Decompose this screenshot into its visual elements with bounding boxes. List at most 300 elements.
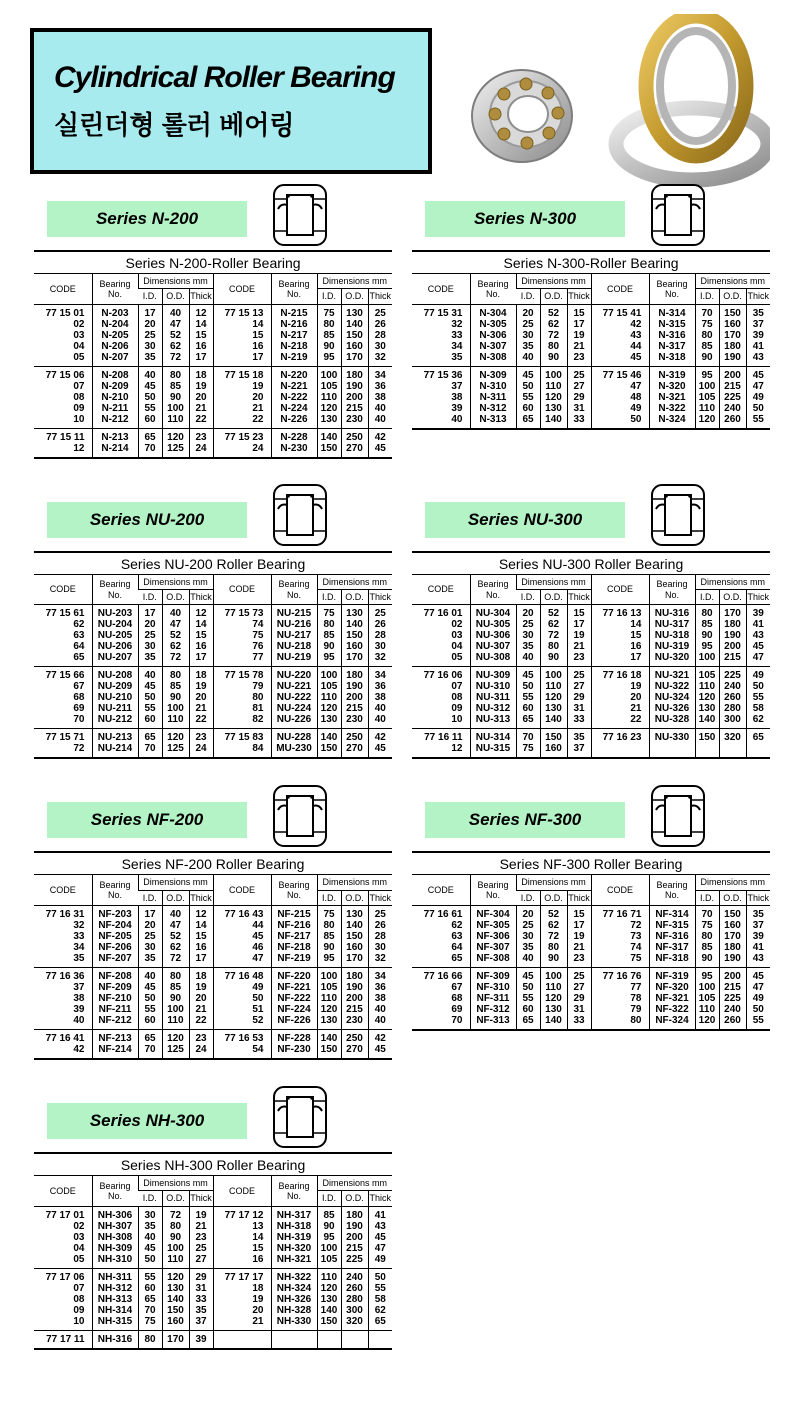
series-label: Series N-300 [425,201,625,237]
code-cell: 15 [213,1243,271,1254]
dimension-cell: 50 [138,692,162,703]
dimension-cell: 100 [317,1243,341,1254]
table-row [34,953,392,968]
bearing-no-cell: N-221 [271,381,317,392]
dimension-cell: 30 [138,1206,162,1221]
code-cell: 21 [591,703,649,714]
dimension-cell: 150 [695,729,719,744]
table-title: Series N-300-Roller Bearing [412,251,770,274]
bearing-no-cell: N-209 [92,381,138,392]
bearing-no-cell: N-319 [649,366,695,381]
code-cell: 77 16 31 [45,909,85,921]
bearing-no-cell: NU-226 [271,714,317,729]
dimension-cell: 45 [746,366,770,381]
bearing-no-cell: NH-314 [92,1305,138,1316]
header-thick: Thick [189,590,213,605]
code-cell: 20 [591,692,649,703]
code-cell: 47 [213,953,271,968]
dimension-cell: 110 [317,692,341,703]
dimension-cell: 170 [341,352,368,367]
header-code: CODE [213,574,271,605]
dimension-cell: 30 [138,641,162,652]
dimension-cell: 180 [719,942,746,953]
roller-bearings-photo [450,14,770,195]
bearing-no-cell: NH-309 [92,1243,138,1254]
bearing-no-cell: N-314 [649,304,695,319]
dimension-cell: 19 [567,931,591,942]
dimension-cell: 190 [719,352,746,367]
bearing-no-cell: NU-221 [271,681,317,692]
dimension-cell: 30 [368,341,392,352]
code-cell: 77 17 11 [34,1330,92,1349]
dimension-cell: 240 [341,1268,368,1283]
table-row [412,352,770,367]
dimension-cell: 90 [162,993,189,1004]
dimension-cell: 150 [719,906,746,921]
dimension-cell: 50 [138,1254,162,1269]
dimension-cell: 80 [695,330,719,341]
section-head [412,489,770,551]
code-cell: 62 [451,920,463,932]
dimension-cell: 30 [138,942,162,953]
bearing-no-cell: N-304 [470,304,516,319]
bearing-no-cell: NU-224 [271,703,317,714]
dimension-cell: 70 [138,443,162,458]
header-code: CODE [591,574,649,605]
bearing-no-cell: N-206 [92,341,138,352]
header-id: I.D. [317,590,341,605]
header-id: I.D. [695,590,719,605]
bearing-no-cell: NF-306 [470,931,516,942]
bearing-no-cell: N-207 [92,352,138,367]
code-cell: 64 [73,641,85,653]
code-cell: 39 [451,402,463,414]
table-row [34,605,392,620]
code-cell: 63 [73,630,85,642]
dimension-cell: 80 [317,920,341,931]
bearing-no-cell [271,1330,317,1349]
bearing-no-cell: NF-207 [92,953,138,968]
bearing-no-cell: NU-222 [271,692,317,703]
bearing-no-cell: NF-310 [470,982,516,993]
dimension-cell: 14 [189,319,213,330]
dimension-cell: 170 [341,652,368,667]
dimension-cell: 15 [189,931,213,942]
bearing-no-cell: NH-312 [92,1283,138,1294]
bearing-no-cell: NF-230 [271,1044,317,1059]
bearing-no-cell: NH-328 [271,1305,317,1316]
dimension-cell: 100 [695,982,719,993]
dimension-cell: 14 [189,619,213,630]
bearing-no-cell: N-318 [649,352,695,367]
header-thick: Thick [567,289,591,304]
dimension-cell: 62 [540,619,567,630]
code-cell: 77 16 66 [412,968,470,983]
dimension-cell: 50 [516,381,540,392]
bearing-no-cell: NF-319 [649,968,695,983]
dimension-cell: 41 [368,1206,392,1221]
dimension-cell: 160 [719,920,746,931]
dimension-cell: 140 [695,714,719,729]
dimension-cell: 62 [540,920,567,931]
dimension-cell: 300 [341,1305,368,1316]
dimension-cell: 180 [719,341,746,352]
dimension-cell: 190 [719,630,746,641]
dimension-cell: 105 [317,982,341,993]
table-title: Series NU-300 Roller Bearing [412,552,770,575]
dimension-cell: 23 [189,1030,213,1045]
code-cell: 05 [73,1253,85,1265]
table-row [412,381,770,392]
bearing-no-cell: NF-206 [92,942,138,953]
header-od: O.D. [341,890,368,905]
dimension-cell: 23 [189,729,213,744]
header-code: CODE [412,274,470,305]
code-cell: 47 [591,381,649,392]
dimension-cell: 17 [567,619,591,630]
code-cell: 16 [213,1254,271,1269]
header-thick: Thick [368,890,392,905]
code-cell: 07 [451,681,463,693]
bearing-no-cell: NU-209 [92,681,138,692]
bearing-no-cell: NU-324 [649,692,695,703]
code-cell: 74 [213,619,271,630]
bearing-no-cell: N-213 [92,428,138,443]
bearing-no-cell: N-218 [271,341,317,352]
dimension-cell: 55 [516,993,540,1004]
header-id: I.D. [138,289,162,304]
dimension-cell: 50 [138,392,162,403]
dimension-cell: 130 [317,414,341,429]
bearing-no-cell: N-222 [271,392,317,403]
dimension-cell: 120 [540,993,567,1004]
dimension-cell: 41 [746,942,770,953]
table-row [412,605,770,620]
table-row [34,330,392,341]
dimension-cell: 215 [719,652,746,667]
code-cell: 77 16 13 [591,605,649,620]
dimension-cell: 32 [368,953,392,968]
dimension-cell: 43 [368,1221,392,1232]
dimension-cell: 260 [719,414,746,429]
bearing-no-cell: NU-311 [470,692,516,703]
code-cell: 63 [451,931,463,943]
dimension-cell: 85 [317,630,341,641]
dimension-cell: 80 [540,942,567,953]
header-id: I.D. [516,289,540,304]
dimension-cell: 16 [189,641,213,652]
bearing-no-cell: NF-222 [271,993,317,1004]
dimension-cell: 55 [138,703,162,714]
bearing-no-cell: NU-220 [271,667,317,682]
bearing-cross-section-icon [271,784,329,853]
dimension-cell: 40 [162,605,189,620]
table-row [412,729,770,744]
bearing-no-cell: N-220 [271,366,317,381]
dimension-cell: 16 [189,341,213,352]
table-row [412,703,770,714]
dimension-cell: 125 [162,1044,189,1059]
dimension-cell: 110 [162,414,189,429]
code-cell: 14 [213,319,271,330]
dimension-cell: 72 [162,652,189,667]
dimension-cell: 70 [516,729,540,744]
dimension-cell: 27 [567,982,591,993]
bearing-no-cell: NH-316 [92,1330,138,1349]
dimension-cell: 55 [746,1015,770,1030]
bearing-no-cell: NU-315 [470,743,516,758]
dimension-cell: 95 [695,641,719,652]
dimension-cell: 26 [368,319,392,330]
bearing-no-cell: NF-221 [271,982,317,993]
dimension-cell: 15 [189,630,213,641]
bearing-no-cell: N-230 [271,443,317,458]
table-row [34,1044,392,1059]
code-cell: 37 [451,380,463,392]
dimension-cell: 150 [317,1316,341,1331]
dimension-cell: 260 [341,1283,368,1294]
code-cell: 77 15 73 [213,605,271,620]
dimension-cell: 140 [162,1294,189,1305]
bearing-no-cell: NU-319 [649,641,695,652]
bearing-no-cell: NF-315 [649,920,695,931]
code-cell: 09 [73,1304,85,1316]
dimension-cell: 23 [189,1232,213,1243]
dimension-cell: 19 [567,630,591,641]
table-row [34,692,392,703]
bearing-no-cell: NF-219 [271,953,317,968]
bearing-no-cell: NH-330 [271,1316,317,1331]
dimension-cell: 22 [189,414,213,429]
bearing-no-cell [649,743,695,758]
bearing-no-cell: NF-211 [92,1004,138,1015]
table-row [412,641,770,652]
header-id: I.D. [317,289,341,304]
table-row [34,743,392,758]
dimension-cell: 14 [189,920,213,931]
bearing-no-cell: NF-316 [649,931,695,942]
header-od: O.D. [540,289,567,304]
header-bearing-no: Bearing No. [271,574,317,605]
code-cell: 68 [451,993,463,1005]
dimension-cell: 29 [567,392,591,403]
dimension-cell: 33 [567,714,591,729]
dimension-cell: 45 [138,1243,162,1254]
dimension-cell: 28 [368,330,392,341]
dimension-cell: 130 [317,1294,341,1305]
table-row [34,1232,392,1243]
dimension-cell: 60 [516,703,540,714]
code-cell: 43 [591,330,649,341]
code-cell: 77 16 48 [213,968,271,983]
code-cell: 64 [451,942,463,954]
dimension-cell: 40 [516,953,540,968]
dimension-cell: 19 [189,982,213,993]
dimension-cell: 105 [317,381,341,392]
dimension-cell: 25 [567,667,591,682]
dimension-cell: 49 [368,1254,392,1269]
dimension-cell: 19 [567,330,591,341]
dimension-cell: 40 [138,366,162,381]
bearing-no-cell: NF-210 [92,993,138,1004]
dimension-cell: 130 [341,906,368,921]
dimension-cell: 85 [317,931,341,942]
header-dimensions: Dimensions mm [516,274,591,289]
bearing-no-cell: N-203 [92,304,138,319]
bearing-no-cell: NU-305 [470,619,516,630]
bearing-no-cell: N-317 [649,341,695,352]
dimension-cell: 62 [368,1305,392,1316]
table-row [34,392,392,403]
bearing-no-cell: N-320 [649,381,695,392]
code-cell: 54 [213,1044,271,1059]
dimension-cell: 80 [162,1221,189,1232]
dimension-cell: 25 [368,906,392,921]
code-cell: 44 [591,341,649,352]
dimension-cell: 39 [746,605,770,620]
code-cell: 40 [451,413,463,425]
dimension-cell: 25 [368,304,392,319]
header-od: O.D. [719,590,746,605]
dimension-cell [341,1330,368,1349]
dimension-cell: 32 [368,352,392,367]
table-row [34,1206,392,1221]
header-dimensions: Dimensions mm [317,574,392,589]
code-cell: 04 [451,641,463,653]
bearing-no-cell: NF-317 [649,942,695,953]
code-cell: 12 [73,442,85,454]
table-row [412,319,770,330]
bearing-no-cell: NU-307 [470,641,516,652]
dimension-cell: 100 [162,1004,189,1015]
dimension-cell: 250 [341,729,368,744]
dimension-cell: 80 [695,931,719,942]
bearing-cross-section-icon [271,183,329,252]
series-label: Series NF-200 [47,802,247,838]
dimension-cell: 130 [341,605,368,620]
header-od: O.D. [719,890,746,905]
code-cell: 08 [73,1293,85,1305]
bearing-no-cell: NU-203 [92,605,138,620]
dimension-cell: 250 [341,428,368,443]
dimension-cell: 25 [368,605,392,620]
bearing-no-cell: NH-310 [92,1254,138,1269]
dimension-cell: 90 [695,352,719,367]
dimension-cell: 200 [719,641,746,652]
dimension-cell: 20 [138,920,162,931]
dimension-cell: 160 [162,1316,189,1331]
dimension-cell: 47 [162,319,189,330]
code-cell: 77 15 78 [213,667,271,682]
dimension-cell: 160 [341,942,368,953]
bearing-no-cell: NU-214 [92,743,138,758]
dimension-cell: 90 [317,341,341,352]
series-sections-grid [0,172,790,1350]
bearing-no-cell: N-321 [649,392,695,403]
bearing-no-cell: NF-307 [470,942,516,953]
bearing-no-cell: NH-324 [271,1283,317,1294]
table-row [412,681,770,692]
dimension-cell: 16 [189,942,213,953]
code-cell: 65 [451,953,463,965]
code-cell: 67 [451,982,463,994]
bearing-no-cell: N-305 [470,319,516,330]
bearing-no-cell: NU-213 [92,729,138,744]
table-row [34,443,392,458]
code-cell: 50 [213,993,271,1004]
table-row [412,414,770,429]
dimension-cell: 43 [746,352,770,367]
table-row [34,1283,392,1294]
header-bearing-no: Bearing No. [271,1176,317,1207]
dimension-cell: 80 [162,366,189,381]
code-cell: 07 [73,380,85,392]
dimension-cell [317,1330,341,1349]
table-row [34,428,392,443]
dimension-cell: 120 [540,692,567,703]
dimension-cell: 90 [540,953,567,968]
code-cell: 77 16 01 [423,608,463,620]
dimension-cell: 47 [162,920,189,931]
dimension-cell: 70 [695,304,719,319]
dimension-cell: 29 [567,692,591,703]
code-cell: 77 15 41 [591,304,649,319]
dimension-cell: 33 [567,1015,591,1030]
section-nf-200 [34,789,392,1060]
dimension-cell: 50 [368,1268,392,1283]
dimension-cell: 225 [719,392,746,403]
table-title: Series NH-300 Roller Bearing [34,1153,392,1176]
bearing-no-cell: NH-315 [92,1316,138,1331]
header-code: CODE [34,875,92,906]
code-cell: 48 [591,392,649,403]
bearing-no-cell: NU-330 [649,729,695,744]
bearing-no-cell: NU-310 [470,681,516,692]
dimension-cell: 80 [317,319,341,330]
dimension-cell: 65 [516,414,540,429]
dimension-cell: 20 [138,619,162,630]
dimension-cell: 42 [368,729,392,744]
dimension-cell: 23 [189,428,213,443]
bearing-no-cell: NU-318 [649,630,695,641]
header-od: O.D. [341,1191,368,1206]
bearing-no-cell: NF-314 [649,906,695,921]
code-cell: 70 [451,1015,463,1027]
dimension-cell: 270 [341,443,368,458]
page-title-korean: 실린더형 롤러 베어링 [54,109,295,140]
header-code: CODE [213,1176,271,1207]
dimension-cell: 200 [719,366,746,381]
header-thick: Thick [368,590,392,605]
code-cell: 78 [591,993,649,1004]
dimension-cell: 31 [189,1283,213,1294]
section-head [34,1090,392,1152]
dimension-cell: 105 [317,681,341,692]
bearing-no-cell: NU-317 [649,619,695,630]
bearing-cross-section-icon [649,483,707,552]
dimension-cell: 85 [695,942,719,953]
code-cell: 37 [73,982,85,994]
bearing-no-cell: NU-219 [271,652,317,667]
dimension-cell: 15 [567,304,591,319]
code-cell: 77 [591,982,649,993]
dimension-cell: 65 [138,1294,162,1305]
table-row [34,1268,392,1283]
header-bearing-no: Bearing No. [470,875,516,906]
dimension-cell: 100 [540,366,567,381]
dimension-cell: 34 [368,968,392,983]
spec-table-nf-200 [34,851,392,1060]
